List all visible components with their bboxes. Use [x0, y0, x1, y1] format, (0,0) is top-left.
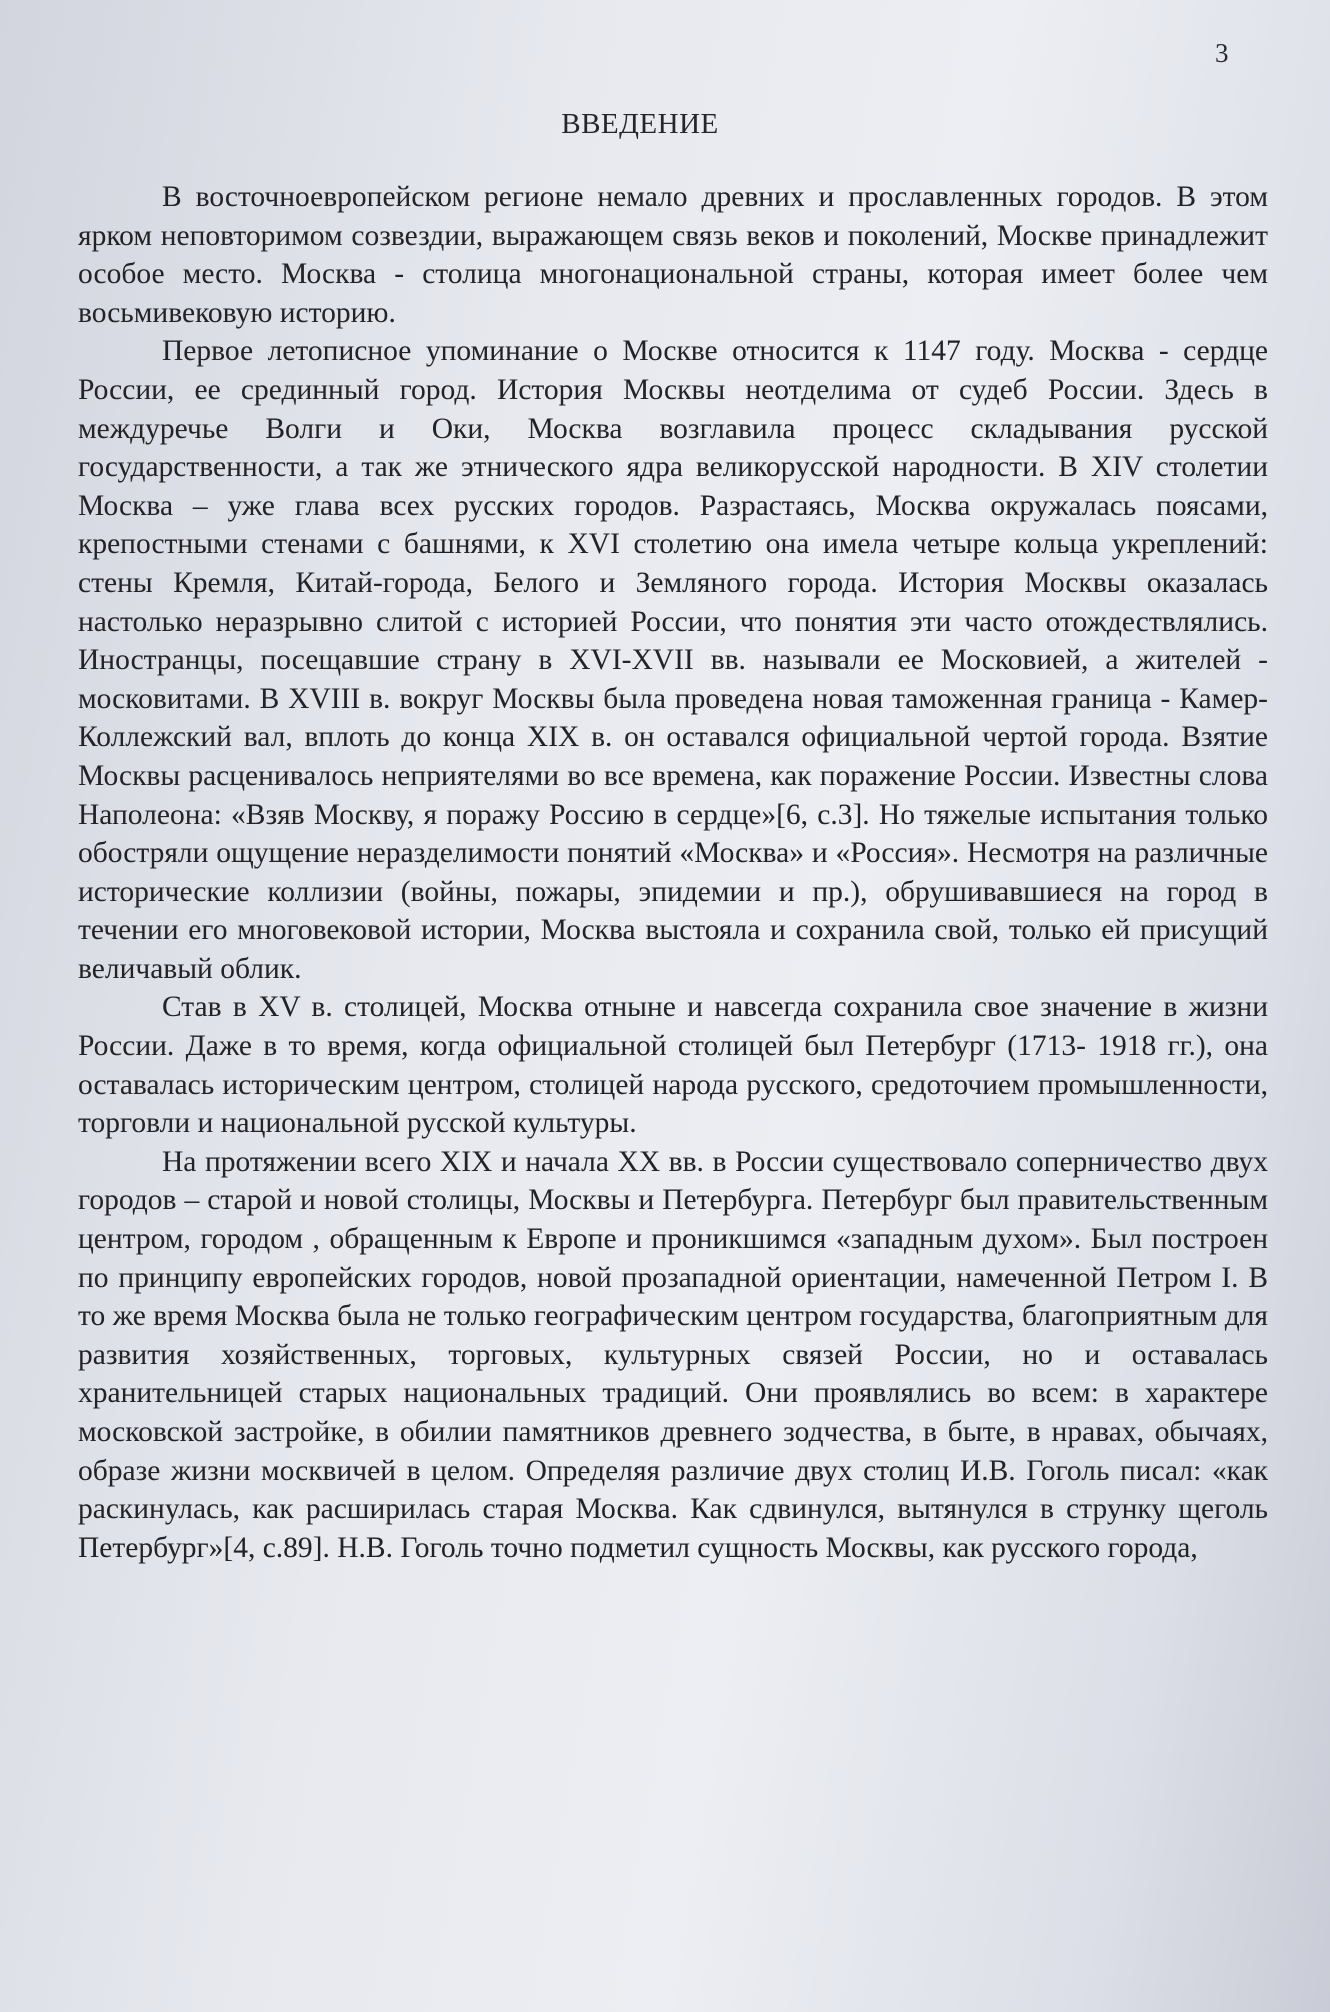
- page-number: 3: [1215, 38, 1229, 68]
- page-title: ВВЕДЕНИЕ: [561, 108, 719, 140]
- paragraph-1: В восточноевропейском регионе немало древних и прославленных городов. В этом ярком неповторимом созвездии, выражающем связь веков и поколений, Москве принадлежит особое место. Москва - столица многонациональной страны, которая имеет более чем восьмивековую историю.: [78, 181, 1268, 329]
- paragraph-3: Став в XV в. столицей, Москва отныне и навсегда сохранила свое значение в жизни России. Даже в то время, когда официальной столицей был Петербург (1713- 1918 гг.), она оставалась историческим центром, столицей народа русского, средоточием промышленности, торговли и национальной русской культуры.: [78, 991, 1268, 1140]
- body-text: [78, 178, 1268, 1567]
- paragraph-2: Первое летописное упоминание о Москве относится к 1147 году. Москва - сердце России, ее срединный город. История Москвы неотделима от судеб России. Здесь в междуречье Волги и Оки, Москва возглавила процесс складывания русской государственности, а так же этнического ядра великорусской народности. В XIV столетии Москва – уже глава всех русских городов. Разрастаясь, Москва окружалась поясами, крепостными стенами с башнями, к XVI столетию она имела четыре кольца укреплений: стены Кремля, Китай-города, Белого и Земляного города. История Москвы оказалась настолько неразрывно слитой с историей России, что понятия эти часто отождествлялись. Иностранцы, посещавшие страну в XVI-XVII вв. называли ее Московией, а жителей - московитами. В XVIII в. вокруг Москвы была проведена новая таможенная граница - Камер-Коллежский вал, вплоть до конца XIX в. он оставался официальной чертой города. Взятие Москвы расценивалось неприятелями во все времена, как поражение России. Известны слова Наполеона: «Взяв Москву, я поражу Россию в сердце»[6, с.3]. Но тяжелые испытания только обостряли ощущение неразделимости понятий «Москва» и «Россия». Несмотря на различные исторические коллизии (войны, пожары, эпидемии и пр.), обрушивавшиеся на город в течении его многовековой истории, Москва выстояла и сохранила свой, только ей присущий величавый облик.: [78, 335, 1268, 985]
- paragraph-4: На протяжении всего XIX и начала XX вв. в России существовало соперничество двух городов – старой и новой столицы, Москвы и Петербурга. Петербург был правительственным центром, городом , обращенным к Европе и проникшимся «западным духом». Был построен по принципу европейских городов, новой прозападной ориентации, намеченной Петром I. В то же время Москва была не только географическим центром государства, благоприятным для развития хозяйственных, торговых, культурных связей России, но и оставалась хранительницей старых национальных традиций. Они проявлялись во всем: в характере московской застройке, в обилии памятников древнего зодчества, в быте, в нравах, обычаях, образе жизни москвичей в целом. Определяя различие двух столиц И.В. Гоголь писал: «как раскинулась, как расширилась старая Москва. Как сдвинулся, вытянулся в струнку щеголь Петербург»[4, с.89]. Н.В. Гоголь точно подметил сущность Москвы, как русского города,: [78, 1145, 1268, 1564]
